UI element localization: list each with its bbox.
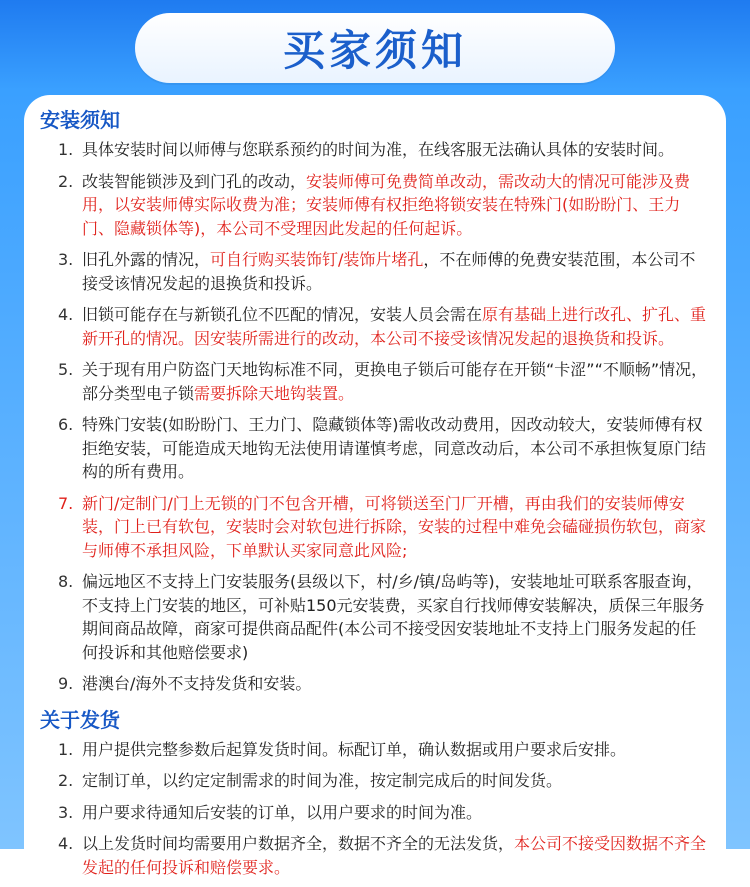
item-number: 5. <box>58 360 74 379</box>
item-text: 偏远地区不支持上门安装服务(县级以下，村/乡/镇/岛屿等)，安装地址可联系客服查询，不支持上门安装的地区，可补贴150元安装费，买家自行找师傅安装解决，质保三年服务期间商品故障，商家可提供商品配件(本公司不接受因安装地址不支持上门服务发起的任何投诉和其他赔偿要求) <box>82 572 705 662</box>
item-number: 4. <box>58 305 74 324</box>
item-text-highlight: 安装师傅可免费简单改动，需改动大的情况可能涉及费用，以安装师傅实际收费为准；安装师傅有权拒绝将锁安装在特殊门(如盼盼门、王力门、隐藏锁体等)，本公司不受理因此发起的任何起诉。 <box>82 171 691 238</box>
list-item <box>40 832 710 879</box>
item-text: 旧孔外露的情况， <box>82 250 211 269</box>
list-item <box>40 170 710 241</box>
item-text-highlight: 可自行购买装饰钉/装饰片堵孔 <box>210 250 424 269</box>
item-number: 9. <box>58 674 74 693</box>
item-text: 具体安装时间以师傅与您联系预约的时间为准，在线客服无法确认具体的安装时间。 <box>82 140 675 159</box>
list-item <box>40 303 710 350</box>
item-text-highlight: 本公司不接受因数据不齐全发起的任何投诉和赔偿要求。 <box>82 834 707 877</box>
list-item <box>40 492 710 563</box>
item-text: 旧锁可能存在与新锁孔位不匹配的情况，安装人员会需在 <box>82 305 483 324</box>
list-item <box>40 358 710 405</box>
item-number: 7. <box>58 493 74 513</box>
list-item <box>40 248 710 295</box>
list-item <box>40 801 710 825</box>
item-number: 4. <box>58 834 74 853</box>
notice-content <box>40 106 710 887</box>
list-item <box>40 672 710 696</box>
item-text: 新门/定制门/门上无锁的门不包含开槽，可将锁送至门厂开槽，再由我们的安装师傅安装，门上已有软包，安装时会对软包进行拆除，安装的过程中难免会磕碰损伤软包，商家与师傅不承担风险，下单默认买家同意此风险; <box>82 493 707 560</box>
list-item <box>40 738 710 762</box>
section-title: 关于发货 <box>40 707 120 732</box>
list-item <box>40 413 710 484</box>
item-number: 1. <box>58 739 74 759</box>
item-number: 3. <box>58 250 74 269</box>
item-text: 港澳台/海外不支持发货和安装。 <box>82 674 312 693</box>
list-item <box>40 769 710 793</box>
item-text-highlight: 需要拆除天地钩装置。 <box>194 383 355 403</box>
item-number: 2. <box>58 771 74 790</box>
list-item <box>40 570 710 664</box>
item-number: 3. <box>58 802 74 822</box>
item-text-highlight: 原有基础上进行改孔、扩孔、重新开孔的情况。因安装所需进行的改动，本公司不接受该情况发起的退换货和投诉。 <box>82 305 707 348</box>
item-number: 1. <box>58 140 74 159</box>
item-text: 用户提供完整参数后起算发货时间。标配订单，确认数据或用户要求后安排。 <box>82 739 627 759</box>
item-text: 特殊门安装(如盼盼门、王力门、隐藏锁体等)需收改动费用，因改动较大，安装师傅有权拒绝安装，可能造成天地钩无法使用请谨慎考虑，同意改动后，本公司不承担恢复原门结构的所有费用。 <box>82 415 707 481</box>
section-title: 安装须知 <box>40 108 120 132</box>
item-text: 改装智能锁涉及到门孔的改动， <box>82 171 307 191</box>
item-text: 用户要求待通知后安装的订单，以用户要求的时间为准。 <box>82 802 483 822</box>
list-item <box>40 138 710 162</box>
item-text: ，不在师傅的免费安装范围，本公司不接受该情况发起的退换货和投诉。 <box>82 250 696 293</box>
header <box>0 0 750 95</box>
title-banner <box>135 13 615 83</box>
item-number: 2. <box>58 171 74 191</box>
item-number: 8. <box>58 572 74 591</box>
item-text: 以上发货时间均需要用户数据齐全，数据不齐全的无法发货， <box>82 834 515 853</box>
page-title: 买家须知 <box>282 25 467 75</box>
item-number: 6. <box>58 415 74 434</box>
item-text: 定制订单，以约定定制需求的时间为准，按定制完成后的时间发货。 <box>82 771 563 790</box>
item-text: 关于现有用户防盗门天地钩标准不同，更换电子锁后可能存在开锁“卡涩”“不顺畅”情况，部分类型电子锁 <box>82 360 708 403</box>
